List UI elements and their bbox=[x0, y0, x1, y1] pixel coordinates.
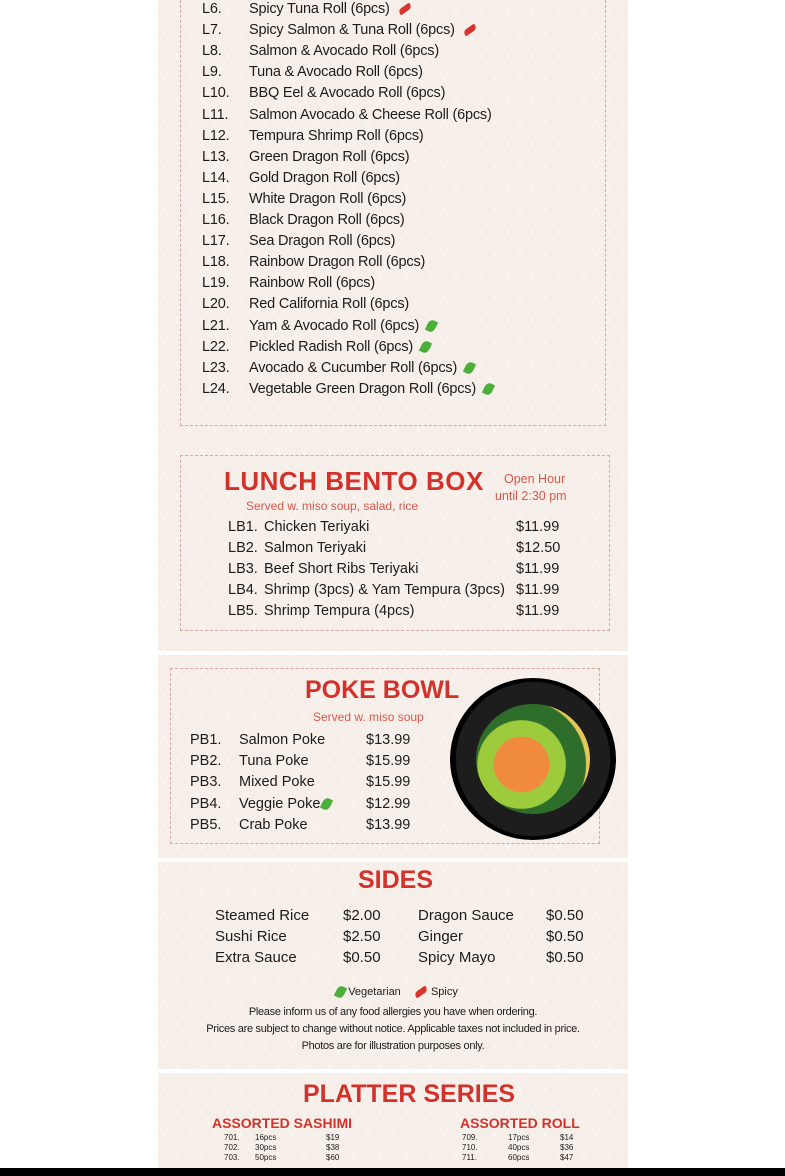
bento-item bbox=[228, 582, 505, 598]
poke-item bbox=[190, 774, 315, 790]
roll-item bbox=[202, 1, 412, 21]
roll-name: Tempura Shrimp Roll (6pcs) bbox=[249, 127, 424, 144]
bento-code: LB1. bbox=[228, 519, 258, 535]
sides-title: SIDES bbox=[358, 866, 434, 894]
poke-code: PB1. bbox=[190, 732, 222, 748]
side-price: $2.00 bbox=[343, 907, 381, 924]
roll-item bbox=[202, 191, 406, 211]
roll-code: L8. bbox=[202, 43, 222, 60]
roll-item bbox=[202, 275, 375, 295]
platter-price: $19 bbox=[326, 1133, 340, 1142]
side-price: $2.50 bbox=[343, 928, 381, 945]
bento-item bbox=[228, 603, 414, 619]
platter-pcs: 50pcs bbox=[255, 1153, 277, 1162]
poke-code: PB4. bbox=[190, 795, 222, 812]
platter-price: $47 bbox=[560, 1153, 574, 1162]
platter-pcs: 17pcs bbox=[508, 1133, 530, 1142]
side-name: Steamed Rice bbox=[215, 907, 310, 924]
roll-name: Pickled Radish Roll (6pcs) bbox=[249, 338, 414, 355]
poke-price: $15.99 bbox=[366, 753, 411, 770]
legend-spicy: Spicy bbox=[430, 986, 458, 998]
platter-pcs: 60pcs bbox=[508, 1153, 530, 1162]
bento-item bbox=[228, 540, 366, 556]
roll-name: Sea Dragon Roll (6pcs) bbox=[249, 233, 396, 250]
roll-item bbox=[202, 22, 477, 42]
roll-item bbox=[202, 43, 439, 63]
assorted-sashimi-title: ASSORTED SASHIMI bbox=[212, 1115, 353, 1131]
side-name: Ginger bbox=[418, 928, 464, 945]
poke-code: PB3. bbox=[190, 774, 222, 791]
poke-food bbox=[476, 704, 590, 814]
poke-price: $13.99 bbox=[366, 732, 411, 748]
price-note: Prices are subject to change without notice. Applicable taxes not included in price. bbox=[206, 1023, 580, 1035]
platter-pcs: 30pcs bbox=[255, 1143, 277, 1152]
roll-code: L7. bbox=[202, 22, 222, 39]
roll-name: Red California Roll (6pcs) bbox=[249, 296, 409, 313]
roll-code: L18. bbox=[202, 254, 230, 271]
roll-code: L9. bbox=[202, 64, 222, 81]
roll-item bbox=[202, 381, 493, 401]
poke-item bbox=[190, 753, 309, 769]
poke-item bbox=[190, 796, 331, 812]
roll-name: Spicy Salmon & Tuna Roll (6pcs) bbox=[249, 22, 455, 39]
roll-code: L22. bbox=[202, 338, 230, 355]
section-divider bbox=[158, 1069, 628, 1073]
roll-code: L21. bbox=[202, 317, 230, 334]
platter-code: 701. bbox=[224, 1133, 240, 1142]
poke-name: Salmon Poke bbox=[239, 732, 326, 748]
roll-item bbox=[202, 85, 445, 105]
roll-code: L16. bbox=[202, 212, 230, 228]
poke-name: Mixed Poke bbox=[239, 774, 315, 791]
poke-item bbox=[190, 817, 308, 833]
roll-item bbox=[202, 233, 395, 253]
bento-code: LB2. bbox=[228, 540, 258, 556]
poke-price: $13.99 bbox=[366, 816, 411, 833]
roll-name: Vegetable Green Dragon Roll (6pcs) bbox=[249, 380, 476, 397]
roll-name: Salmon & Avocado Roll (6pcs) bbox=[249, 43, 439, 60]
poke-price: $12.99 bbox=[366, 795, 411, 812]
roll-code: L10. bbox=[202, 85, 230, 102]
bento-price: $11.99 bbox=[516, 519, 560, 535]
assorted-roll-title: ASSORTED ROLL bbox=[460, 1115, 580, 1131]
roll-name: Salmon Avocado & Cheese Roll (6pcs) bbox=[249, 106, 492, 123]
platter-code: 710. bbox=[462, 1143, 478, 1152]
bento-name: Salmon Teriyaki bbox=[264, 540, 367, 556]
roll-item bbox=[202, 212, 405, 232]
bento-price: $12.50 bbox=[516, 540, 561, 556]
side-price: $0.50 bbox=[546, 949, 584, 966]
side-price: $0.50 bbox=[546, 907, 584, 924]
roll-code: L15. bbox=[202, 190, 230, 207]
bento-price: $11.99 bbox=[516, 603, 560, 619]
section-divider bbox=[158, 651, 628, 655]
roll-code: L17. bbox=[202, 233, 230, 250]
poke-subtitle: Served w. miso soup bbox=[313, 710, 424, 724]
side-name: Sushi Rice bbox=[215, 928, 287, 945]
roll-name: Rainbow Dragon Roll (6pcs) bbox=[249, 254, 426, 271]
roll-name: Rainbow Roll (6pcs) bbox=[249, 275, 375, 292]
roll-name: Black Dragon Roll (6pcs) bbox=[249, 212, 405, 228]
bento-hours-line1: Open Hour bbox=[504, 472, 566, 486]
bottom-bar bbox=[0, 1168, 785, 1176]
bento-item bbox=[228, 519, 369, 535]
roll-code: L23. bbox=[202, 359, 230, 376]
roll-code: L12. bbox=[202, 127, 230, 144]
bento-price: $11.99 bbox=[516, 561, 560, 577]
roll-code: L13. bbox=[202, 148, 230, 165]
legend-vegetarian: Vegetarian bbox=[348, 986, 401, 998]
roll-name: Green Dragon Roll (6pcs) bbox=[249, 148, 410, 165]
roll-code: L11. bbox=[202, 106, 229, 123]
icon-legend bbox=[158, 986, 628, 998]
section-divider bbox=[158, 858, 628, 862]
roll-item bbox=[202, 64, 423, 84]
bento-subtitle: Served w. miso soup, salad, rice bbox=[246, 499, 419, 513]
side-name: Extra Sauce bbox=[215, 949, 297, 966]
side-price: $0.50 bbox=[546, 928, 584, 945]
roll-item bbox=[202, 318, 436, 338]
roll-item bbox=[202, 170, 400, 190]
chili-icon bbox=[462, 24, 477, 37]
roll-name: Tuna & Avocado Roll (6pcs) bbox=[249, 64, 423, 81]
bento-item bbox=[228, 561, 418, 577]
poke-name: Veggie Poke bbox=[239, 795, 321, 812]
roll-name: White Dragon Roll (6pcs) bbox=[249, 190, 407, 207]
side-name: Spicy Mayo bbox=[418, 949, 496, 966]
platter-price: $38 bbox=[326, 1143, 340, 1152]
roll-name: Yam & Avocado Roll (6pcs) bbox=[249, 317, 420, 334]
bento-hours-line2: until 2:30 pm bbox=[495, 489, 567, 503]
roll-item bbox=[202, 149, 409, 169]
platter-pcs: 16pcs bbox=[255, 1133, 277, 1142]
roll-code: L24. bbox=[202, 380, 230, 397]
chili-icon bbox=[397, 3, 412, 16]
roll-code: L6. bbox=[202, 1, 222, 17]
poke-item bbox=[190, 732, 325, 748]
platter-code: 709. bbox=[462, 1133, 478, 1142]
poke-title: POKE BOWL bbox=[305, 676, 460, 704]
roll-item bbox=[202, 339, 430, 359]
bento-code: LB4. bbox=[228, 582, 258, 598]
platter-code: 711. bbox=[462, 1153, 477, 1162]
roll-item bbox=[202, 128, 424, 148]
platter-price: $60 bbox=[326, 1153, 340, 1162]
poke-bowl-photo bbox=[450, 678, 616, 840]
platter-price: $14 bbox=[560, 1133, 574, 1142]
roll-code: L20. bbox=[202, 296, 230, 313]
bento-code: LB5. bbox=[228, 603, 258, 619]
bento-name: Beef Short Ribs Teriyaki bbox=[264, 561, 419, 577]
poke-code: PB2. bbox=[190, 753, 222, 770]
roll-item bbox=[202, 254, 425, 274]
chili-icon bbox=[413, 986, 428, 999]
bento-name: Shrimp (3pcs) & Yam Tempura (3pcs) bbox=[264, 582, 505, 598]
roll-item bbox=[202, 360, 474, 380]
side-price: $0.50 bbox=[343, 949, 381, 966]
platter-code: 702. bbox=[224, 1143, 240, 1152]
side-name: Dragon Sauce bbox=[418, 907, 514, 924]
roll-name: Spicy Tuna Roll (6pcs) bbox=[249, 1, 390, 17]
photo-note: Photos are for illustration purposes only. bbox=[301, 1040, 485, 1052]
platter-price: $36 bbox=[560, 1143, 574, 1152]
poke-name: Tuna Poke bbox=[239, 753, 309, 770]
roll-item bbox=[202, 107, 492, 127]
bento-title: LUNCH BENTO BOX bbox=[224, 466, 484, 496]
roll-item bbox=[202, 296, 409, 316]
menu-page bbox=[158, 0, 628, 1168]
roll-code: L19. bbox=[202, 275, 230, 292]
roll-name: Avocado & Cucumber Roll (6pcs) bbox=[249, 359, 458, 376]
allergy-note: Please inform us of any food allergies you have when ordering. bbox=[248, 1006, 538, 1018]
bento-price: $11.99 bbox=[516, 582, 560, 598]
platter-pcs: 40pcs bbox=[508, 1143, 530, 1152]
poke-price: $15.99 bbox=[366, 774, 411, 791]
bento-name: Chicken Teriyaki bbox=[264, 519, 370, 535]
roll-name: Gold Dragon Roll (6pcs) bbox=[249, 169, 400, 186]
bento-name: Shrimp Tempura (4pcs) bbox=[264, 603, 415, 619]
platter-title: PLATTER SERIES bbox=[303, 1080, 516, 1108]
platter-code: 703. bbox=[224, 1153, 240, 1162]
poke-code: PB5. bbox=[190, 816, 222, 833]
bento-code: LB3. bbox=[228, 561, 258, 577]
roll-name: BBQ Eel & Avocado Roll (6pcs) bbox=[249, 85, 446, 102]
leaf-icon bbox=[334, 985, 347, 1000]
roll-code: L14. bbox=[202, 169, 230, 186]
poke-name: Crab Poke bbox=[239, 816, 308, 833]
